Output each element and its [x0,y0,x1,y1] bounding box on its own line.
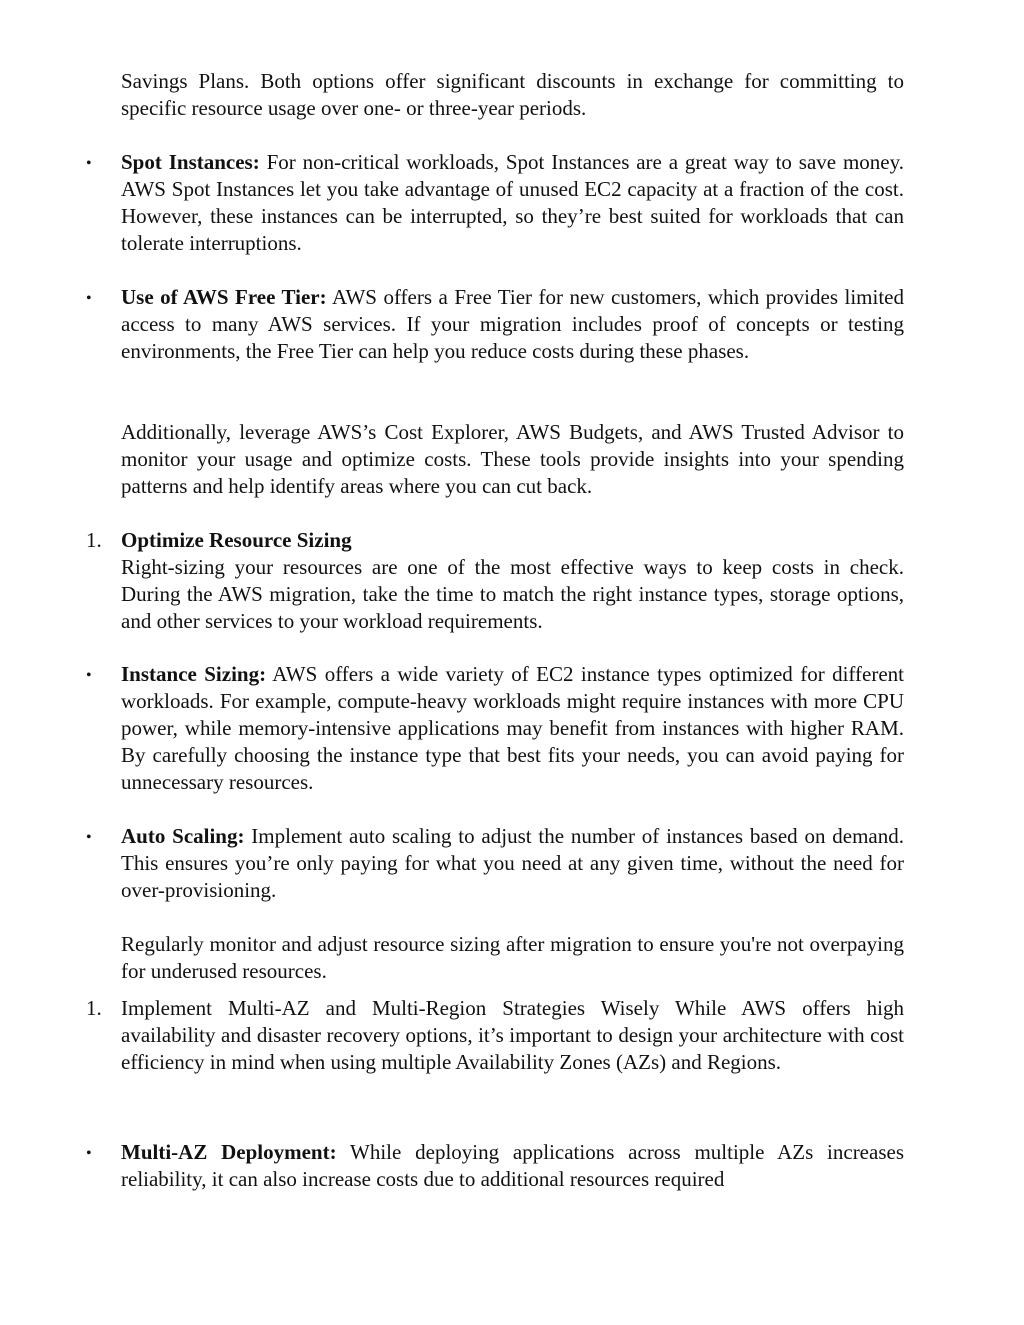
paragraph-monitor-sizing [121,931,904,985]
list-number: 1. [86,996,102,1020]
numbered-item-optimize-resource-sizing [121,527,904,635]
paragraph-savings-plans [121,68,904,122]
bullet-item-title: Multi-AZ Deployment: [121,1140,337,1164]
numbered-item-multi-az-region [121,995,904,1076]
bullet-icon: • [86,829,92,846]
paragraph-text: Implement Multi-AZ and Multi-Region Strategies Wisely While AWS offers high availability and disaster recovery options, it’s important to design your architecture with cost efficiency in mind when using multiple Availability Zones (AZs) and Regions. [121,996,904,1074]
bullet-item-text: For non-critical workloads, Spot Instances are a great way to save money. AWS Spot Instances let you take advantage of unused EC2 capacity at a fraction of the cost. However, these instances can be interrupted, so they’re best suited for workloads that can tolerate interruptions. [121,150,904,255]
list-number: 1. [86,528,102,552]
bullet-item-spot-instances [121,149,904,257]
bullet-icon: • [86,155,92,172]
paragraph-text: Right-sizing your resources are one of the most effective ways to keep costs in check. During the AWS migration, take the time to match the right instance types, storage options, and other services to your workload requirements. [121,555,904,633]
bullet-item-title: Auto Scaling: [121,824,245,848]
bullet-item-instance-sizing [121,661,904,796]
bullet-item-text: AWS offers a wide variety of EC2 instance types optimized for different workloads. For example, compute-heavy workloads might require instances with more CPU power, while memory-intensive applications may benefit from instances with higher RAM. By carefully choosing the instance type that best fits your needs, you can avoid paying for unnecessary resources. [121,662,904,794]
paragraph-text: Additionally, leverage AWS’s Cost Explorer, AWS Budgets, and AWS Trusted Advisor to monitor your usage and optimize costs. These tools provide insights into your spending patterns and help identify areas where you can cut back. [121,420,904,498]
bullet-item-title: Use of AWS Free Tier: [121,285,327,309]
bullet-item-text: AWS offers a Free Tier for new customers, which provides limited access to many AWS services. If your migration includes proof of concepts or testing environments, the Free Tier can help you reduce costs during these phases. [121,285,904,363]
bullet-item-free-tier [121,284,904,365]
bullet-item-text: Implement auto scaling to adjust the number of instances based on demand. This ensures you’re only paying for what you need at any given time, without the need for over-provisioning. [121,824,904,902]
paragraph-text: Savings Plans. Both options offer significant discounts in exchange for committing to specific resource usage over one- or three-year periods. [121,69,904,120]
section-heading: Optimize Resource Sizing [121,528,352,552]
bullet-icon: • [86,290,92,307]
paragraph-cost-tools [121,419,904,500]
bullet-icon: • [86,1145,92,1162]
paragraph-text: Regularly monitor and adjust resource sizing after migration to ensure you're not overpaying for underused resources. [121,932,904,983]
bullet-item-title: Instance Sizing: [121,662,267,686]
bullet-item-text: While deploying applications across multiple AZs increases reliability, it can also increase costs due to additional resources required [121,1140,904,1191]
bullet-icon: • [86,667,92,684]
bullet-item-title: Spot Instances: [121,150,260,174]
bullet-item-auto-scaling [121,823,904,904]
bullet-item-multi-az-deployment [121,1139,904,1193]
